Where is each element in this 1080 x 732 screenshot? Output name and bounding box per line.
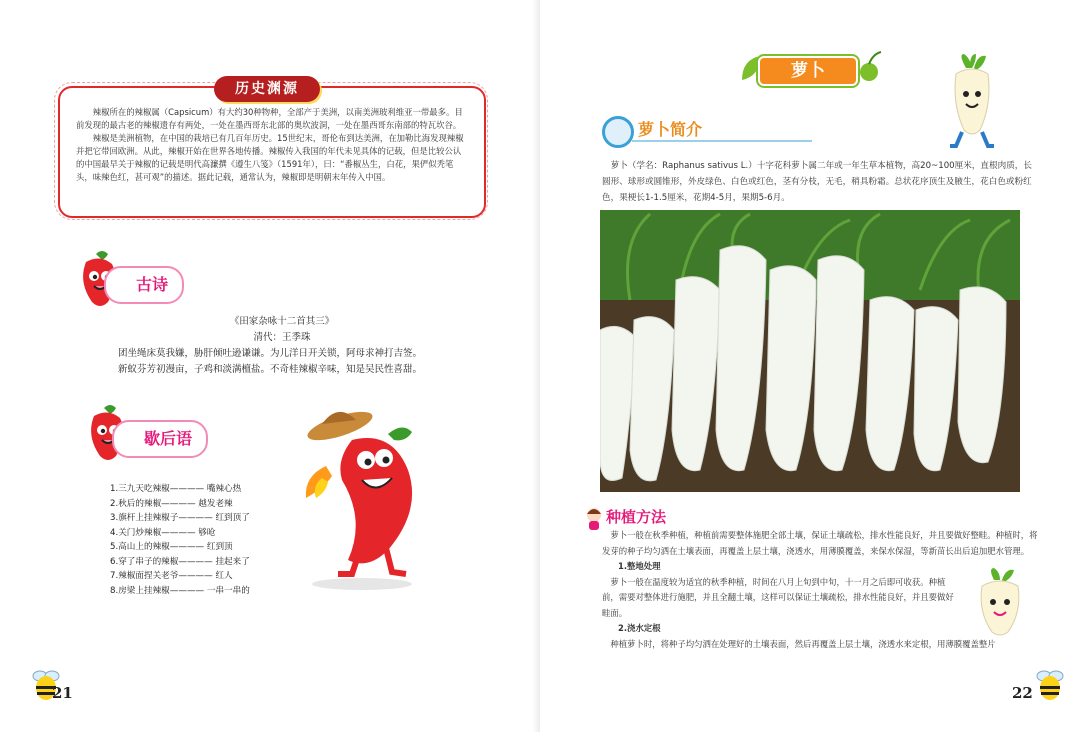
history-text: [76, 106, 468, 184]
radish-photo: [600, 210, 1020, 492]
heading-underline: [632, 140, 812, 142]
leaf-icon-right: [856, 50, 882, 86]
saying-item: 2.秋后的辣椒———— 越发老辣: [110, 498, 233, 509]
planting-step-1-text: 萝卜一般在温度较为适宜的秋季种植，时间在八月上旬到中旬，十一月之后即可收获。种植前，需要对整体进行施肥，并且全翻土壤，这样可以保证土壤疏松，排水性能良好，并且要做好畦面。: [602, 576, 954, 618]
saying-item: 7.辣椒面捏关老爷———— 红人: [110, 571, 233, 581]
bee-icon-right: [1034, 666, 1066, 702]
poem-line-2: 新蚁芬芳初漫亩，子鸡和淡满檀盐。不奇桂辣椒辛味，知是吴民性喜甜。: [118, 364, 423, 375]
planting-step-2-text: 种植萝卜时，将种子均匀洒在处理好的土壤表面，然后再覆盖上层土壤，浇透水来定根，用薄膜覆盖整片: [610, 638, 996, 649]
compass-icon: [602, 116, 634, 148]
chili-chef-icon: [292, 404, 442, 594]
planting-step-2-title: 2.浇水定根: [618, 623, 661, 633]
title-banner: [740, 50, 870, 86]
history-paragraph-1: 辣椒所在的辣椒属（Capsicum）有大约30种物种，全部产于美洲，以南美洲玻利维亚一带最多。目前发现的最古老的辣椒遗存有两处，一处在墨西哥东北部的奥坎波洞，一处在墨西哥东南部的特瓦坎谷。: [76, 107, 463, 130]
sayings-tag: [112, 420, 208, 458]
saying-item: 5.高山上的辣椒———— 红到顶: [110, 542, 233, 552]
poem-line-1: 团坐绳床莫我嫌，胁肝倾吐逊谦谦。为儿洋日开关锁，阿母求神打吉签。: [118, 348, 423, 359]
right-page: [540, 0, 1080, 732]
planting-heading-label: 种植方法: [606, 508, 667, 526]
poem-author: 清代：王季珠: [253, 332, 311, 343]
poem-tag: [104, 266, 184, 304]
radish-photo-image: [600, 210, 1020, 492]
page-number-right: 22: [1012, 684, 1033, 702]
planting-intro: 萝卜一般在秋季种植，种植前需要整体施肥全部土壤，保证土壤疏松，排水性能良好，并且要做好整畦。种植时，将发芽的种子均匀洒在土壤表面，再覆盖上层土壤，浇透水，用薄膜覆盖，来保水保湿，等新苗长出后追加肥水管理。: [602, 530, 1038, 556]
poem-title: 《田家杂咏十二首其三》: [229, 316, 335, 327]
poem-block: [92, 314, 472, 378]
intro-text: 萝卜（学名：Raphanus sativus L.）十字花科萝卜属二年或一年生草本植物，高20~100厘米，直根肉质，长圆形、球形或圆锥形，外皮绿色、白色或红色，茎有分枝，无毛，稍具粉霜。总状花序顶生及腋生，花白色或粉红色，果梗长1-1.5厘米，花期4-5月，果期5-6月。: [602, 161, 1032, 203]
radish-mascot-icon-2: [974, 568, 1026, 642]
sayings-tag-label: 歇后语: [144, 429, 193, 448]
history-title: 历史渊源: [214, 76, 320, 102]
saying-item: 1.三九天吃辣椒———— 嘴辣心热: [110, 484, 242, 494]
saying-item: 8.房梁上挂辣椒———— 一串一串的: [110, 585, 250, 596]
intro-heading: [602, 116, 702, 144]
radish-mascot-icon: [944, 54, 1000, 152]
planting-step-1-title: 1.整地处理: [618, 561, 661, 571]
page-title: 萝卜: [758, 56, 858, 86]
intro-heading-label: 萝卜简介: [638, 120, 703, 139]
history-paragraph-2: 辣椒是美洲植物，在中国的栽培已有几百年历史。15世纪末，哥伦布到达美洲，在加勒比海发现辣椒并把它带回欧洲。从此，辣椒开始在世界各地传播。辣椒传入我国的年代未见具体的记载，但是比较公认的中国最早关于辣椒的记载是明代高濂撰《遵生八笺》（1591年），曰：“番椒丛生，白花，果俨似秃笔头，味辣色红，甚可观”的描述。据此记载，通常认为，辣椒即是明朝末年传入中国。: [76, 133, 464, 182]
sayings-list: [110, 482, 250, 598]
girl-mascot-icon: [584, 506, 604, 530]
page-number-left: 21: [52, 684, 73, 702]
saying-item: 6.穿了串子的辣椒———— 挂起来了: [110, 556, 250, 567]
saying-item: 3.旗杆上挂辣椒子———— 红到顶了: [110, 513, 250, 523]
planting-heading: [584, 504, 666, 530]
poem-tag-label: 古诗: [136, 275, 169, 294]
saying-item: 4.关门炒辣椒———— 够呛: [110, 527, 216, 538]
